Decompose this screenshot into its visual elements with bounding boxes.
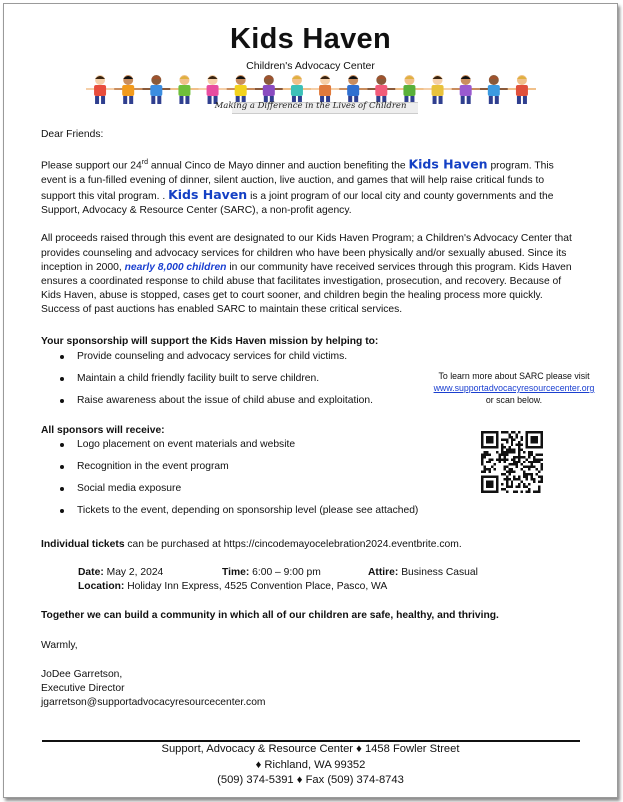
child-figure — [199, 75, 227, 104]
letter-body — [41, 128, 581, 710]
child-figure — [142, 75, 170, 104]
signoff: Warmly, — [41, 639, 78, 651]
brand-name: Kids Haven — [408, 156, 488, 172]
list-item: Tickets to the event, depending on sponsorship level (please see attached) — [41, 504, 581, 526]
sarc-intro: To learn more about SARC please visit — [438, 371, 590, 381]
child-figure — [452, 75, 480, 104]
list-item: Recognition in the event program — [41, 460, 581, 482]
list-item: Logo placement on event materials and website — [41, 438, 581, 460]
child-figure — [424, 75, 452, 104]
brand-name: Kids Haven — [168, 187, 248, 203]
event-date: Date: May 2, 2024 — [78, 567, 164, 579]
tickets-line: Individual tickets can be purchased at https://cincodemayocelebration2024.eventbrite.com. — [41, 539, 462, 551]
event-attire: Attire: Business Casual — [368, 567, 478, 579]
org-subtitle: Children's Advocacy Center — [246, 60, 375, 72]
footer-address — [4, 742, 617, 789]
list-item: Provide counseling and advocacy services for child victims. — [41, 350, 581, 372]
list-item: Maintain a child friendly facility built to serve children. — [41, 372, 581, 394]
footer-line-2: ♦ Richland, WA 99352 — [255, 758, 366, 771]
signer-title: Executive Director — [41, 683, 125, 695]
highlight-children-count: nearly 8,000 children — [124, 261, 227, 273]
event-time: Time: 6:00 – 9:00 pm — [222, 567, 321, 579]
letter-page — [3, 3, 618, 798]
child-figure — [170, 75, 198, 104]
signer-name: JoDee Garretson, — [41, 668, 123, 680]
list-item: Social media exposure — [41, 482, 581, 504]
sarc-website-link[interactable]: www.supportadvocacyresourcecenter.org — [433, 383, 595, 393]
signer-email: jgarretson@supportadvocacyresourcecenter.com — [41, 697, 266, 709]
child-figure — [86, 75, 114, 104]
closing-statement: Together we can build a community in which all of our children are safe, healthy, and thriving. — [41, 610, 499, 622]
child-figure — [367, 75, 395, 104]
sarc-scan-note: or scan below. — [485, 395, 543, 405]
event-details — [41, 566, 581, 594]
list-item: Raise awareness about the issue of child abuse and exploitation. — [41, 394, 581, 416]
footer-line-3: (509) 374-5391 ♦ Fax (509) 374-8743 — [217, 774, 404, 786]
child-figure — [311, 75, 339, 104]
sarc-info — [424, 370, 604, 406]
child-figure — [480, 75, 508, 104]
mission-heading: Your sponsorship will support the Kids Haven mission by helping to: — [41, 335, 379, 347]
paragraph-1: Please support our 24rd annual Cinco de Mayo dinner and auction benefiting the Kids Haven program. This event is a fun-filled evening of dinner, silent auction, live auction, and games that will help raise critical funds to support this vital program. . Kids Haven is a joint program of our local city and county governments and the Support, Advocacy & Resource Center (SARC), a non-profit agency. — [41, 156, 554, 217]
child-figure — [283, 75, 311, 104]
child-figure — [114, 75, 142, 104]
child-figure — [339, 75, 367, 104]
child-figure — [508, 75, 536, 104]
greeting: Dear Friends: — [41, 129, 104, 140]
footer-line-1: Support, Advocacy & Resource Center ♦ 1458 Fowler Street — [161, 743, 460, 755]
sponsors-heading: All sponsors will receive: — [41, 424, 165, 436]
event-location: Location: Holiday Inn Express, 4525 Convention Place, Pasco, WA — [78, 581, 388, 593]
org-title: Kids Haven — [230, 23, 391, 55]
qr-code[interactable] — [481, 431, 543, 493]
child-figure — [255, 75, 283, 104]
org-tagline: Making a Difference in the Lives of Children — [214, 101, 407, 111]
child-figure — [227, 75, 255, 104]
paragraph-2: All proceeds raised through this event are designated to our Kids Haven Program; a Children's Advocacy Center that provides counseling and advocacy services for children who have been physically and/or sexually abused. Since its inception in 2000, nearly 8,000 children in our community have received services through this program. Kids Haven ensures a coordinated response to child abuse that facilitates investigation, prosecution, and recovery. Because of Kids Haven, abuse is stopped, cases get to court sooner, and children begin the healing process more quickly. Success of past auctions has enabled SARC to maintain these critical services. — [41, 233, 572, 316]
child-figure — [395, 75, 423, 104]
